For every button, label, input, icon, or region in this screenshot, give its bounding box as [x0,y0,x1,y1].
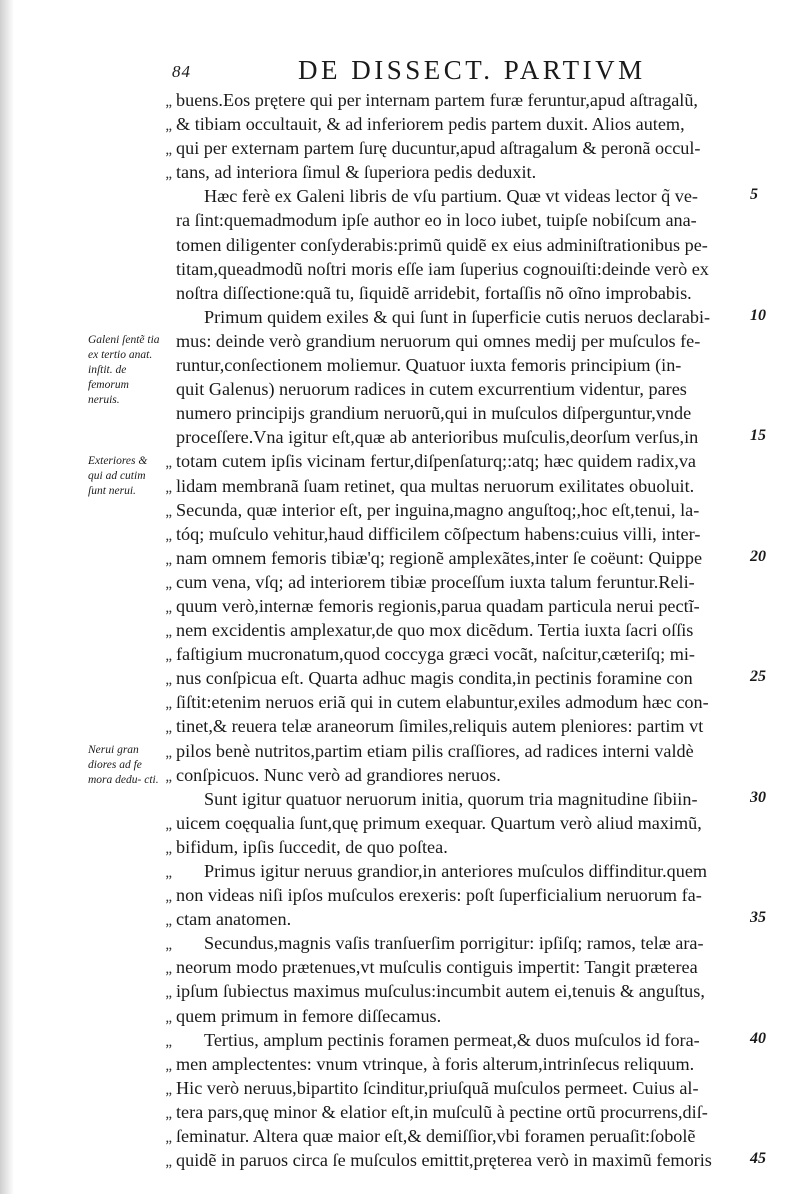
line-text: Hic verò neruus,bipartito ſcinditur,priuſquã muſculos permeet. Cuius al- [176,1077,699,1098]
quotation-mark: „ [165,889,172,906]
quotation-mark: „ [165,455,172,472]
text-line [150,739,740,763]
quotation-mark: „ [165,672,172,689]
margin-line-number: 40 [750,1029,766,1047]
line-text: ipſum ſubiectus maximus muſculus:incumbit autem ei,tenuis & anguſtus, [176,981,705,1002]
text-line [150,570,740,594]
quotation-mark: „ [165,551,172,568]
line-text: buens.Eos prętere qui per internam partem furæ feruntur,apud aſtragalũ, [176,90,698,110]
line-text: Tertius, amplum pectinis foramen permeat,& duos muſculos id fora- [204,1029,700,1050]
text-line [150,787,740,811]
text-line [150,690,740,714]
margin-line-number: 25 [750,668,766,686]
line-text: men amplectentes: vnum vtrinque, à foris alterum,intrinſecus reliquum. [176,1053,695,1074]
text-line [150,594,740,618]
text-line [150,401,740,425]
page-number: 84 [172,62,191,81]
text-line [150,835,740,859]
line-text: mus: deinde verò grandium neruorum qui omnes medij per muſculos fe- [176,330,701,351]
text-line [150,208,740,232]
quotation-mark: „ [165,937,172,954]
quotation-mark: „ [165,142,172,159]
text-line [150,474,740,498]
line-text: proceſſere.Vna igitur eſt,quæ ab anterioribus muſculis,deorſum verſus,in [176,427,699,448]
quotation-mark: „ [165,1057,172,1074]
line-text: nam omnem femoris tibiæ'q; regionẽ amplexãtes,inter ſe coëunt: Quippe [176,547,703,568]
line-text: ra ſint:quemadmodum ipſe author eo in loco iubet, tuipſe nobiſcum ana- [176,210,697,231]
page-gutter-shadow [0,0,14,1194]
text-line [150,1004,740,1028]
text-line [150,859,740,883]
text-line [150,1076,740,1100]
line-text: tóq; muſculo vehitur,haud difficilem cõſpectum habens:cuius villi, inter- [176,523,701,544]
line-text: Sunt igitur quatuor neruorum initia, quorum tria magnitudine ſibiin- [204,788,698,809]
quotation-mark: „ [165,94,172,110]
text-line [150,1124,740,1148]
text-line [150,931,740,955]
main-text-block [150,88,740,1172]
line-text: Secunda, quæ interior eſt, per inguina,magno anguſtoq;,hoc eſt,tenui, la- [176,499,700,520]
text-line [150,1148,740,1172]
line-text: cum vena, vſq; ad interiorem tibiæ proceſſum iuxta talum feruntur.Reli- [176,571,695,592]
text-line [150,329,740,353]
text-line [150,88,740,112]
margin-sidenote: Nerui gran diores ad fe mora dedu- cti. [88,743,159,786]
quotation-mark: „ [165,1130,172,1147]
text-line [150,522,740,546]
text-line [150,763,740,787]
text-line [150,1028,740,1052]
quotation-mark: „ [165,768,172,785]
text-line [150,666,740,690]
line-text: Primus igitur neruus grandior,in anteriores muſculos diffinditur.quem [204,861,708,881]
margin-line-number: 20 [750,547,766,565]
line-text: lidam membranã ſuam retinet, qua multas neruorum exilitates obuoluit. [176,475,695,496]
quotation-mark: „ [165,840,172,857]
text-line [150,883,740,907]
text-line [150,377,740,401]
text-line [150,979,740,1003]
margin-line-number: 30 [750,788,766,806]
line-text: ſeminatur. Altera quæ maior eſt,& demiſſior,vbi foramen peruaſit:ſobolẽ [176,1126,696,1147]
line-text: uicem coęqualia ſunt,quę primum exequar. Quartum verò aliud maximũ, [176,812,702,833]
line-text: tans, ad interiora ſimul & ſuperiora pedis deduxit. [176,162,537,183]
quotation-mark: „ [165,575,172,592]
quotation-mark: „ [165,118,172,135]
margin-line-number: 15 [750,427,766,445]
line-text: quidẽ in paruos circa ſe muſculos emittit,pręterea verò in maximũ femoris [176,1150,712,1171]
quotation-mark: „ [165,865,172,881]
line-text: neorum modo prætenues,vt muſculis contiguis impertit: Tangit præterea [176,957,698,978]
running-title: DE DISSECT. PARTIVM [298,55,646,85]
quotation-mark: „ [165,479,172,496]
margin-line-number: 10 [750,306,766,324]
line-text: Secundus,magnis vaſis tranſuerſim porrigitur: ipſiſq; ramos, telæ ara- [204,933,704,954]
quotation-mark: „ [165,648,172,665]
text-line [150,184,740,208]
text-line [150,353,740,377]
line-text: nus conſpicua eſt. Quarta adhuc magis condita,in pectinis foramine con [176,668,693,689]
line-text: quum verò,internæ femoris regionis,parua quadam particula nerui pectĩ- [176,595,700,616]
quotation-mark: „ [165,985,172,1002]
text-line [150,425,740,449]
margin-sidenote: Exteriores & qui ad cutim ſunt nerui. [88,454,148,497]
line-text: quit Galenus) neruorum radices in cutem excurrentium videntur, pares [176,379,687,400]
text-line [150,498,740,522]
line-text: non videas niſi ipſos muſculos erexeris: poſt ſuperficialium neruorum fa- [176,885,702,906]
text-line [150,1052,740,1076]
text-line [150,618,740,642]
text-line [150,136,740,160]
quotation-mark: „ [165,527,172,544]
margin-line-number: 5 [750,186,758,204]
line-text: titam,queadmodũ noſtri moris eſſe iam ſuperius cognouiſti:deinde verò ex [176,258,709,279]
text-line [150,1100,740,1124]
text-line [150,546,740,570]
quotation-mark: „ [165,744,172,761]
quotation-mark: „ [165,720,172,737]
text-line [150,257,740,281]
quotation-mark: „ [165,503,172,520]
margin-line-number: 35 [750,909,766,927]
text-line [150,955,740,979]
quotation-mark: „ [165,1033,172,1050]
quotation-mark: „ [165,166,172,183]
line-text: ſiſtit:etenim neruos eriã qui in cutem elabuntur,exiles admodum hæc con- [176,692,709,713]
line-text: tinet,& reuera telæ araneorum ſimiles,reliquis autem pleniores: partim vt [176,716,704,737]
margin-sidenote: Galeni ſentẽ tia ex tertio anat. inſtit. de femorum neruis. [88,334,160,406]
line-text: tera pars,quę minor & elatior eſt,in muſculũ à pectine ortũ procurrens,diſ- [176,1101,708,1122]
text-line [150,160,740,184]
quotation-mark: „ [165,1154,172,1171]
line-text: numero principijs grandium neruorũ,qui in muſculos diſperguntur,vnde [176,403,692,424]
text-line [150,305,740,329]
text-line [150,811,740,835]
text-line [150,714,740,738]
quotation-mark: „ [165,1081,172,1098]
quotation-mark: „ [165,1105,172,1122]
text-line [150,449,740,473]
margin-line-number: 45 [750,1150,766,1168]
quotation-mark: „ [165,816,172,833]
text-line [150,233,740,257]
line-text: totam cutem ipſis vicinam fertur,diſpenſaturq;:atq; hæc quidem radix,va [176,451,697,472]
line-text: Primum quidem exiles & qui ſunt in ſuperficie cutis neruos declarabi- [204,306,711,327]
line-text: runtur,conſectionem moliemur. Quatuor iuxta femoris principium (in- [176,355,682,376]
line-text: noſtra diſſectione:quã tu, ſiquidẽ arridebit, fortaſſis nõ oĩno improbabis. [176,282,692,303]
quotation-mark: „ [165,624,172,641]
text-line [150,281,740,305]
line-text: Hæc ferè ex Galeni libris de vſu partium. Quæ vt videas lector q̃ ve- [204,186,698,207]
text-line [150,642,740,666]
quotation-mark: „ [165,913,172,930]
quotation-mark: „ [165,696,172,713]
text-line [150,112,740,136]
line-text: quem primum in femore diſſecamus. [176,1005,442,1026]
quotation-mark: „ [165,599,172,616]
line-text: & tibiam occultauit, & ad inferiorem pedis partem duxit. Alios autem, [176,114,685,135]
line-text: nem excidentis amplexatur,de quo mox dicẽdum. Tertia iuxta ſacri oſſis [176,620,694,641]
line-text: tomen diligenter conſyderabis:primũ quidẽ ex eius adminiſtrationibus pe- [176,234,708,255]
line-text: faſtigium mucronatum,quod coccyga græci vocãt, naſcitur,cæteriſq; mi- [176,644,695,665]
line-text: pilos benè nutritos,partim etiam pilis craſſiores, ad radices interni valdè [176,740,694,761]
line-text: conſpicuos. Nunc verò ad grandiores neruos. [176,764,501,785]
quotation-mark: „ [165,961,172,978]
quotation-mark: „ [165,1009,172,1026]
line-text: qui per externam partem ſurę ducuntur,apud aſtragalum & peronã occul- [176,138,701,159]
text-line [150,907,740,931]
line-text: ctam anatomen. [176,909,292,930]
line-text: bifidum, ipſis ſuccedit, de quo poſtea. [176,836,448,857]
